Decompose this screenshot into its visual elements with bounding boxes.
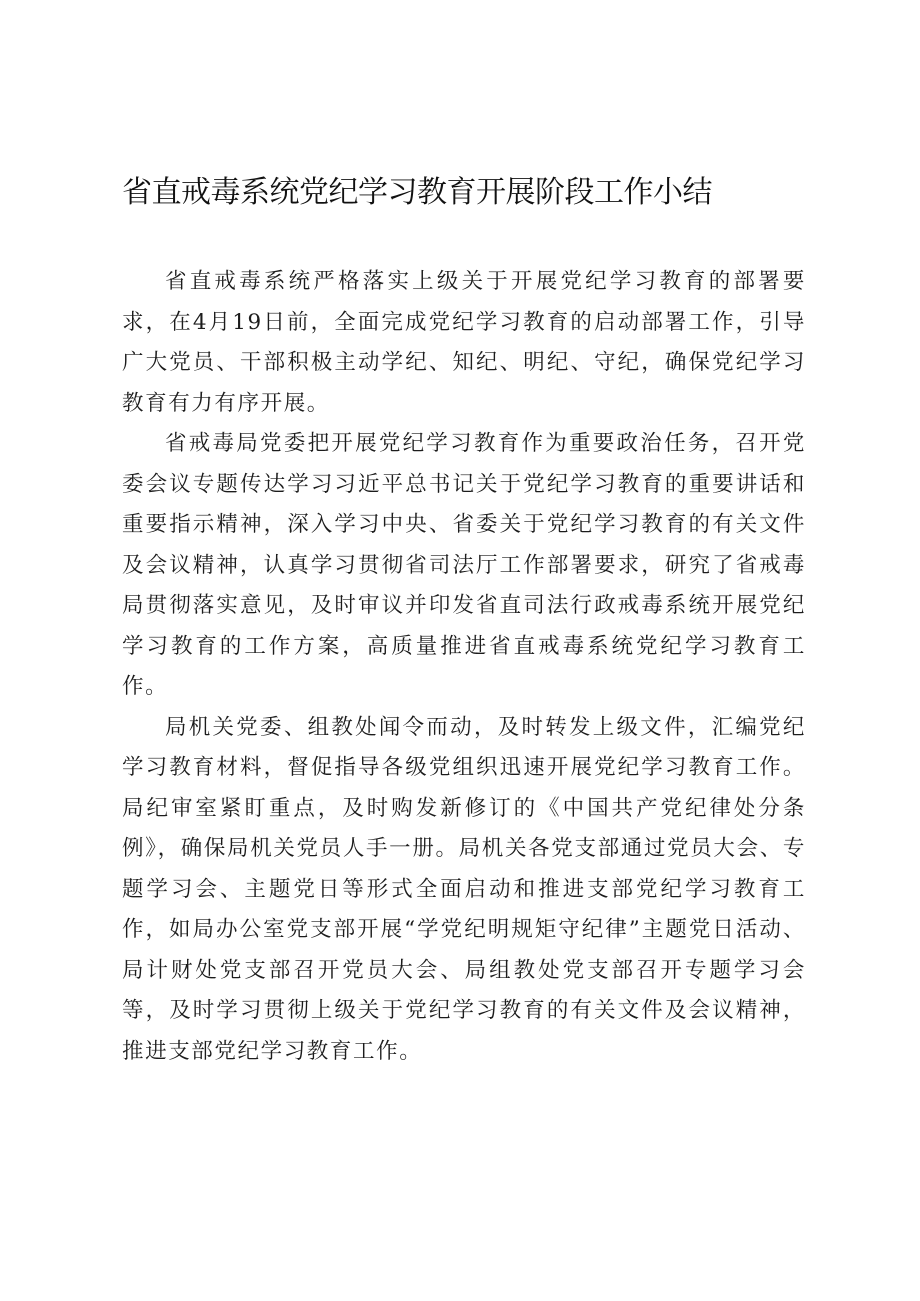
paragraph-1: 省直戒毒系统严格落实上级关于开展党纪学习教育的部署要求，在4月19日前，全面完成党纪学习教育的启动部署工作，引导广大党员、干部积极主动学纪、知纪、明纪、守纪，确保党纪学习教育有力有序开展。 — [122, 269, 806, 416]
document-body — [122, 262, 806, 1072]
paragraph-3: 局机关党委、组教处闻令而动，及时转发上级文件，汇编党纪学习教育材料，督促指导各级党组织迅速开展党纪学习教育工作。局纪审室紧盯重点，及时购发新修订的《中国共产党纪律处分条例》，确保局机关党员人手一册。局机关各党支部通过党员大会、专题学习会、主题党日等形式全面启动和推进支部党纪学习教育工作，如局办公室党支部开展“学党纪明规矩守纪律”主题党日活动、局计财处党支部召开党员大会、局组教处党支部召开专题学习会等，及时学习贯彻上级关于党纪学习教育的有关文件及会议精神，推进支部党纪学习教育工作。 — [122, 714, 806, 1064]
document-title: 省直戒毒系统党纪学习教育开展阶段工作小结 — [122, 175, 712, 210]
paragraph-2: 省戒毒局党委把开展党纪学习教育作为重要政治任务，召开党委会议专题传达学习习近平总书记关于党纪学习教育的重要讲话和重要指示精神，深入学习中央、省委关于党纪学习教育的有关文件及会议精神，认真学习贯彻省司法厅工作部署要求，研究了省戒毒局贯彻落实意见，及时审议并印发省直司法行政戒毒系统开展党纪学习教育的工作方案，高质量推进省直戒毒系统党纪学习教育工作。 — [122, 431, 806, 699]
